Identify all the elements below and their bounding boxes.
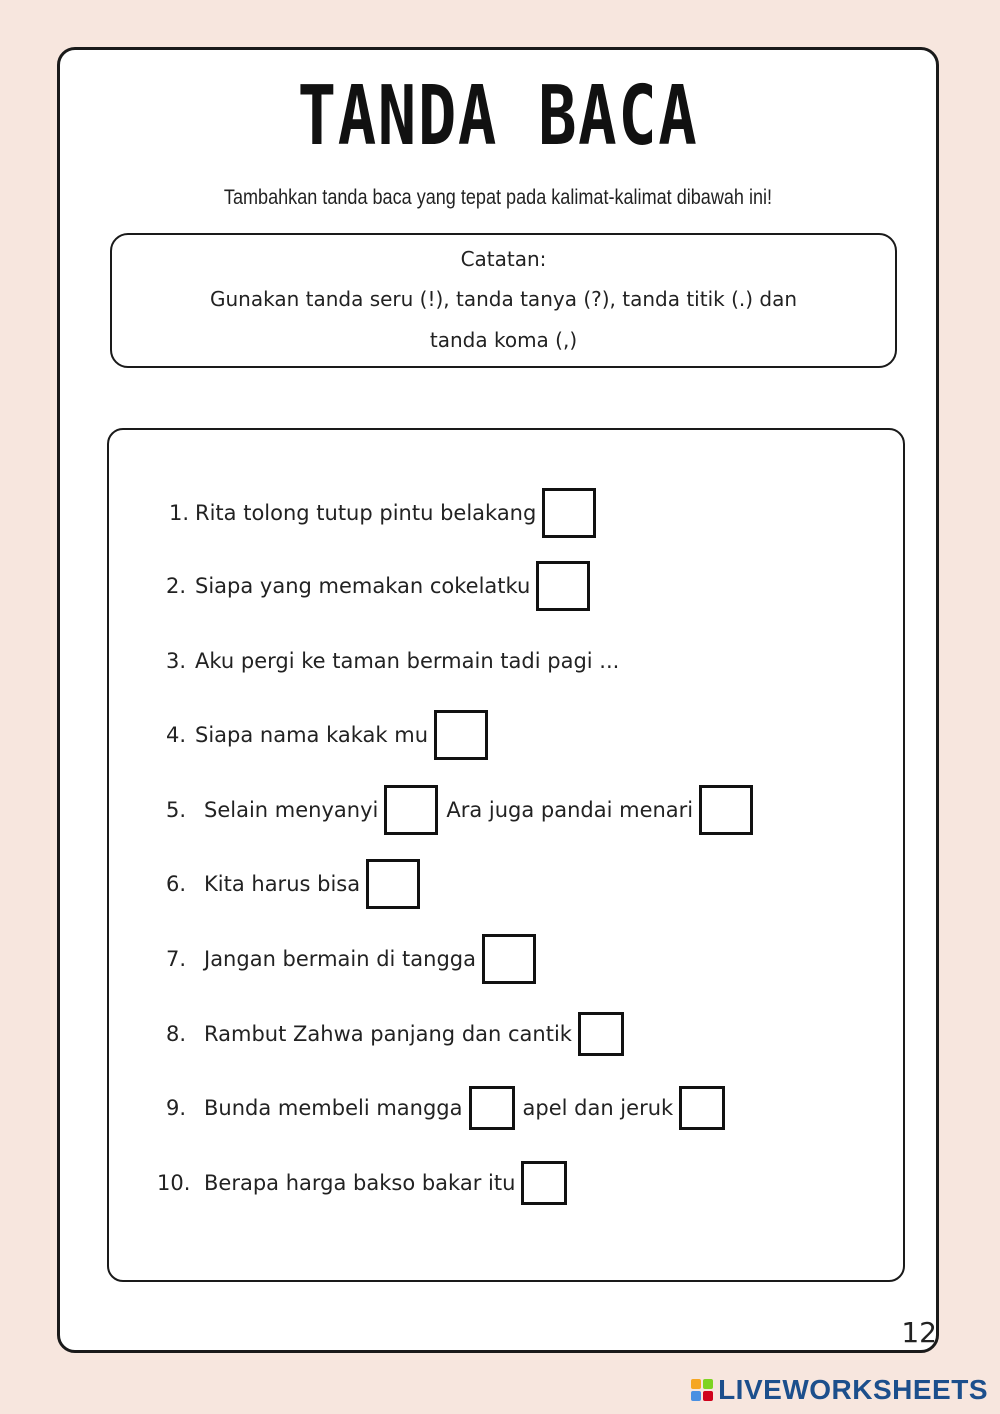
liveworksheets-icon: [690, 1378, 714, 1402]
answer-box-5b[interactable]: [699, 785, 753, 835]
question-text-continued: Ara juga pandai menari: [446, 798, 694, 822]
question-text: Selain menyanyi: [204, 798, 379, 822]
question-number: 4.: [166, 723, 187, 747]
question-number: 1.: [169, 501, 190, 525]
answer-box-6[interactable]: [366, 859, 420, 909]
note-box: [110, 233, 897, 368]
question-text: Bunda membeli mangga: [204, 1096, 463, 1120]
page-number: 12: [901, 1316, 937, 1349]
worksheet-page: [57, 47, 939, 1353]
answer-box-4[interactable]: [434, 710, 488, 760]
question-number: 2.: [166, 574, 187, 598]
note-title: Catatan:: [460, 247, 547, 271]
instruction-text: Tambahkan tanda baca yang tepat pada kalimat-kalimat dibawah ini!: [223, 186, 773, 209]
liveworksheets-logo: [690, 1374, 988, 1406]
question-10: [157, 1157, 575, 1209]
question-6: [166, 858, 428, 910]
note-line-2: tanda koma (,): [429, 328, 578, 352]
question-list: [107, 428, 905, 1282]
answer-box-8[interactable]: [578, 1012, 624, 1056]
answer-box-10[interactable]: [521, 1161, 567, 1205]
question-text: Aku pergi ke taman bermain tadi pagi ...: [195, 649, 620, 673]
question-text: Siapa yang memakan cokelatku: [195, 574, 531, 598]
question-text: Rambut Zahwa panjang dan cantik: [204, 1022, 572, 1046]
question-text: Jangan bermain di tangga: [204, 947, 476, 971]
answer-box-9b[interactable]: [679, 1086, 725, 1130]
question-text: Siapa nama kakak mu: [195, 723, 429, 747]
question-9: [166, 1082, 733, 1134]
question-7: [166, 933, 544, 985]
question-number: 6.: [166, 872, 187, 896]
question-text: Rita tolong tutup pintu belakang: [195, 501, 537, 525]
answer-box-1[interactable]: [542, 488, 596, 538]
question-4: [166, 709, 496, 761]
brand-text: LIVEWORKSHEETS: [718, 1374, 988, 1405]
question-2: [166, 560, 598, 612]
question-number: 5.: [166, 798, 187, 822]
question-5: [166, 784, 761, 836]
note-line-1: Gunakan tanda seru (!), tanda tanya (?), tanda titik (.) dan: [209, 287, 798, 311]
question-8: [166, 1008, 632, 1060]
answer-box-2[interactable]: [536, 561, 590, 611]
question-3: [166, 635, 619, 687]
answer-box-7[interactable]: [482, 934, 536, 984]
question-number: 3.: [166, 649, 187, 673]
question-number: 8.: [166, 1022, 187, 1046]
question-number: 9.: [166, 1096, 187, 1120]
question-number: 7.: [166, 947, 187, 971]
question-number: 10.: [157, 1171, 191, 1195]
question-text-continued: apel dan jeruk: [522, 1096, 674, 1120]
question-text: Kita harus bisa: [204, 872, 361, 896]
question-text: Berapa harga bakso bakar itu: [204, 1171, 516, 1195]
page-title: TANDA BACA: [297, 69, 699, 164]
answer-box-9a[interactable]: [469, 1086, 515, 1130]
answer-box-5a[interactable]: [384, 785, 438, 835]
question-1: [169, 487, 604, 539]
